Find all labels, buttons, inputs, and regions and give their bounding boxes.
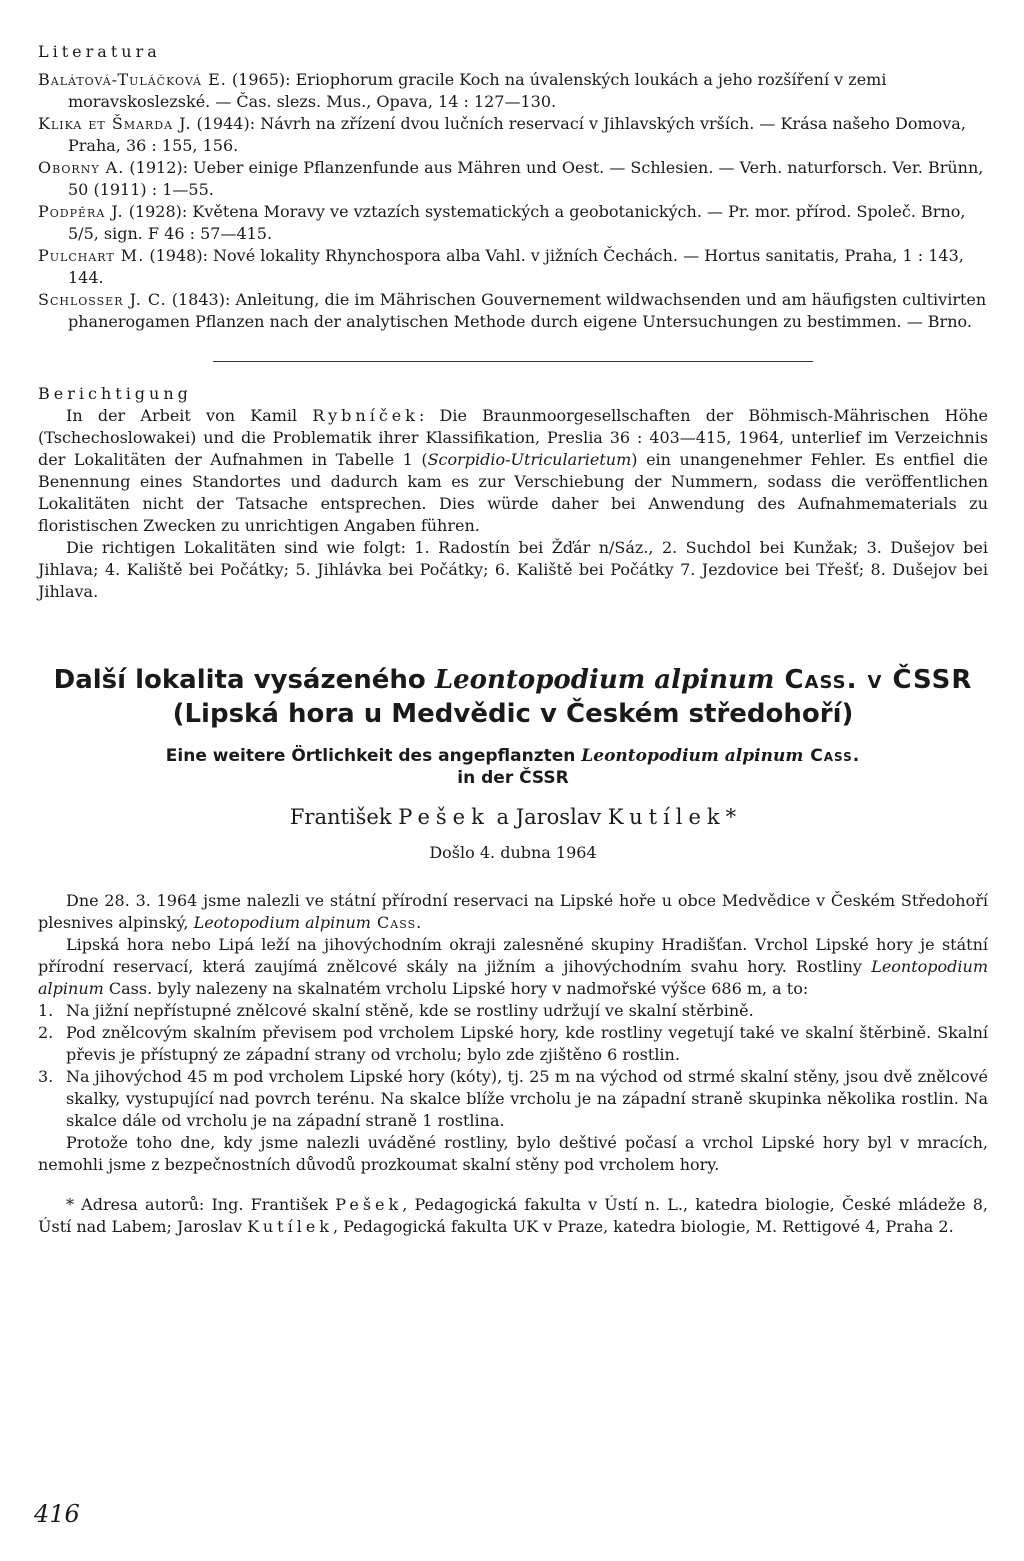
footnote-text: , Pedagogická fakulta UK v Praze, katedra biologie, M. Rettigové 4, Praha 2. <box>332 1217 954 1236</box>
body-paragraph <box>38 934 988 1000</box>
correction-text: ) ein unangenehmer Fehler. Es entfiel die Benennung eines Standortes und dadurch kam es zur Verschiebung der Nummern, sodass die veröffentlichen Lokalitäten nicht der Tatsache entsprechen. Dies würde daher bei Anwendung des Aufnahmematerials zu floristischen Zwecken zu unrichtigen Angaben führen. <box>38 450 988 535</box>
reference-author: Balátová-Tuláčková E. <box>38 70 227 89</box>
author-last-name: Pešek <box>398 805 490 829</box>
list-item <box>38 1066 988 1132</box>
list-number: 1. <box>38 1001 54 1020</box>
correction-author-name: Rybníček <box>312 406 419 425</box>
list-number: 3. <box>38 1067 54 1086</box>
subtitle-text: Cass. <box>803 746 861 766</box>
locality-list <box>38 1000 988 1132</box>
correction-text: In der Arbeit von Kamil <box>66 406 313 425</box>
title-species: Leontopodium alpinum <box>434 665 775 695</box>
section-divider <box>213 361 813 362</box>
reference-text: (1928): Květena Moravy ve vztazích systematických a geobotanických. — Pr. mor. přírod. Společ. Brno, 5/5, sign. F 46 : 57—415. <box>68 202 966 243</box>
body-text: Cass. byly nalezeny na skalnatém vrcholu Lipské hory v nadmořské výšce 686 m, a to: <box>103 979 809 998</box>
reference-text: (1948): Nové lokality Rhynchospora alba Vahl. v jižních Čechách. — Hortus sanitatis, Praha, 1 : 143, 144. <box>68 246 964 287</box>
reference-text: (1843): Anleitung, die im Mährischen Gouvernement wildwachsenden und am häufigsten cultivirten phanerogamen Pflanzen nach der analytischen Methode durch eigene Untersuchungen zu bestimmen. — Brno. <box>68 290 987 331</box>
article-authors <box>38 805 988 829</box>
article-body <box>38 890 988 1238</box>
author-last-name: Kutílek <box>607 805 726 829</box>
subtitle-line2: in der ČSSR <box>457 768 569 788</box>
reference-item <box>38 157 988 201</box>
article-subtitle <box>38 745 988 789</box>
reference-author: Schlosser J. C. <box>38 290 167 309</box>
page-number: 416 <box>34 1500 80 1528</box>
received-date: Došlo 4. dubna 1964 <box>429 843 597 862</box>
footnote-text: , Pedagogická fakulta v Ústí n. L., katedra biologie, České mládeže 8, Ústí nad Labem; Jaroslav <box>38 1195 989 1236</box>
reference-text: (1912): Ueber einige Pflanzenfunde aus Mähren und Oest. — Schlesien. — Verh. naturforsch. Ver. Brünn, 50 (1911) : 1—55. <box>68 158 984 199</box>
footnote-marker: * <box>725 805 737 829</box>
correction-italic-term: Scorpidio-Utricularietum <box>427 450 632 469</box>
body-paragraph <box>38 890 988 934</box>
reference-text: (1944): Návrh na zřízení dvou lučních reservací v Jihlavských vrších. — Krása našeho Domova, Praha, 36 : 155, 156. <box>68 114 966 155</box>
footnote-text: * Adresa autorů: Ing. František <box>66 1195 336 1214</box>
reference-text: (1965): Eriophorum gracile Koch na úvalenských loukách a jeho rozšíření v zemi moravskoslezské. — Čas. slezs. Mus., Opava, 14 : 127—130. <box>68 70 887 111</box>
author-first-name: Jaroslav <box>515 805 608 829</box>
species-name: Leontopodium alpinum <box>38 957 988 998</box>
list-text: Na jihovýchod 45 m pod vrcholem Lipské hory (kóty), tj. 25 m na východ od strmé skalní stěny, jsou dvě znělcové skalky, vystupující nad povrch terénu. Na skalce blíže vrcholu je na západní straně skupinka několika rostlin. Na skalce dále od vrcholu je na západní straně 1 rostlina. <box>66 1067 988 1130</box>
reference-author: Pulchart M. <box>38 246 145 265</box>
list-text: Pod znělcovým skalním převisem pod vrcholem Lipské hory, kde rostliny vegetují také ve skalní štěrbině. Skalní převis je přístupný ze západní strany od vrcholu; bylo zde zjištěno 6 rostlin. <box>66 1023 988 1064</box>
title-text: Další lokalita vysázeného <box>53 665 435 695</box>
author-separator: a <box>489 805 516 829</box>
species-name: Leotopodium alpinum <box>193 913 371 932</box>
page <box>38 42 988 1254</box>
closing-paragraph: Protože toho dne, kdy jsme nalezli uváděné rostliny, bylo deštivé počasí a vrchol Lipské hory byl v mracích, nemohli jsme z bezpečnostních důvodů prozkoumat skalní stěny pod vrcholem hory. <box>38 1133 988 1174</box>
reference-item <box>38 289 988 333</box>
author-first-name: František <box>289 805 399 829</box>
list-item <box>38 1022 988 1066</box>
footnote-author: Kutílek <box>247 1217 333 1236</box>
correction-paragraph <box>38 405 988 537</box>
correction-localities: Die richtigen Lokalitäten sind wie folgt: 1. Radostín bei Žďár n/Sáz., 2. Suchdol bei Kunžak; 3. Dušejov bei Jihlava; 4. Kaliště bei Počátky; 5. Jihlávka bei Počátky; 6. Kaliště bei Počátky 7. Jezdovice bei Třešť; 8. Dušejov bei Jihlava. <box>38 538 988 601</box>
reference-item <box>38 201 988 245</box>
reference-list <box>38 69 988 333</box>
body-text: Lipská hora nebo Lipá leží na jihovýchodním okraji zalesněné skupiny Hradišťan. Vrchol Lipské hory je státní přírodní reservací, která zaujímá znělcové skály na jižním a jihovýchodním svahu hory. Rostliny <box>38 935 988 976</box>
subtitle-text: Eine weitere Örtlichkeit des angepflanzten <box>165 746 582 766</box>
title-text: Cass. v ČSSR <box>774 665 973 695</box>
correction-text: : Die Braunmoorgesellschaften der Böhmisch-Mährischen Höhe (Tschechoslowakei) und die Problematik ihrer Klassifikation, Preslia 36 : 403—415, 1964, unterlief im Verzeichnis der Lokalitäten der Aufnahmen in Tabelle 1 ( <box>38 406 988 469</box>
correction-heading: Berichtigung <box>38 384 192 403</box>
reference-author: Podpěra J. <box>38 202 124 221</box>
list-number: 2. <box>38 1023 54 1042</box>
list-item <box>38 1000 988 1022</box>
footnote <box>38 1194 988 1238</box>
reference-author: Klika et Šmarda J. <box>38 114 192 133</box>
reference-item <box>38 69 988 113</box>
reference-item <box>38 113 988 157</box>
literature-heading: Literatura <box>38 42 161 61</box>
title-line2: (Lipská hora u Medvědic v Českém středohoří) <box>172 699 854 729</box>
subtitle-species: Leontopodium alpinum <box>581 746 804 766</box>
article-title <box>38 663 988 731</box>
reference-author: Oborny A. <box>38 158 125 177</box>
reference-item <box>38 245 988 289</box>
body-text: Dne 28. 3. 1964 jsme nalezli ve státní přírodní reservaci na Lipské hoře u obce Medvědice v Českém Středohoří plesnives alpinský, <box>38 891 988 932</box>
body-text: Cass. <box>370 913 423 932</box>
list-text: Na jižní nepřístupné znělcové skalní stěně, kde se rostliny udržují ve skalní stěrbině. <box>66 1001 754 1020</box>
footnote-author: Pešek <box>335 1195 403 1214</box>
